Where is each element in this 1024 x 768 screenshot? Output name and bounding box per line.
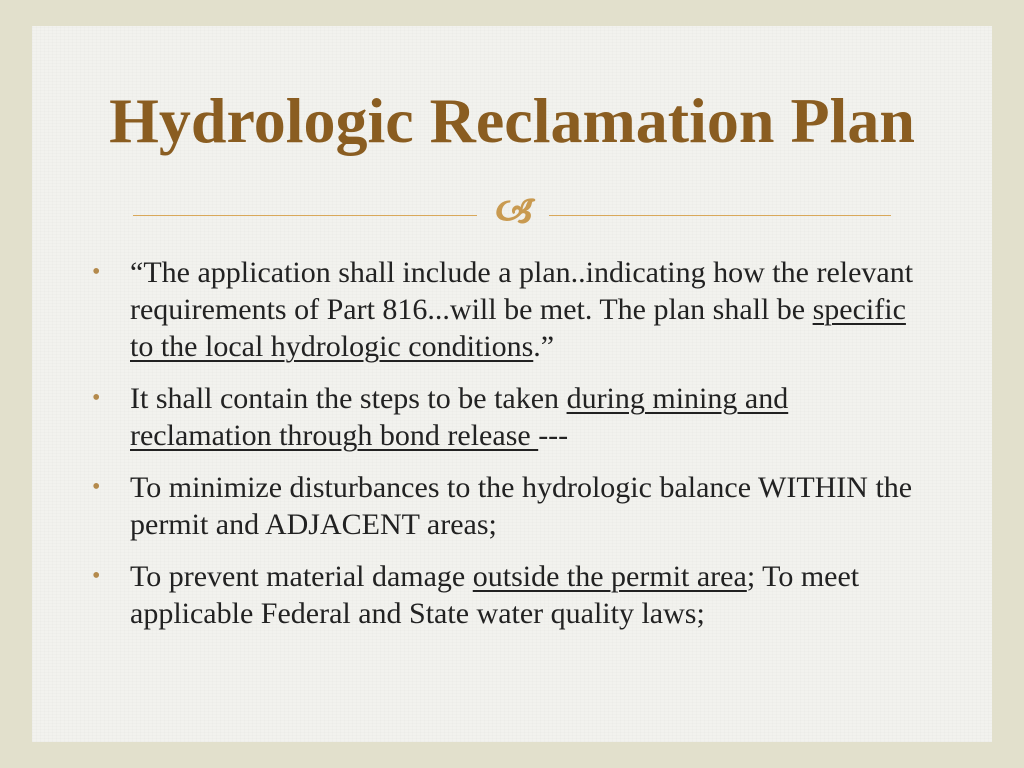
- bullet-dot-icon: •: [92, 385, 101, 411]
- bullet-dot-icon: •: [92, 563, 101, 589]
- bullet-text: ---: [538, 419, 569, 452]
- bullet-item: [92, 254, 922, 365]
- bullet-item: [92, 469, 922, 543]
- bullet-text: ; To meet applicable Federal and State water quality laws;: [130, 560, 860, 630]
- bullet-underlined-text: outside the permit area: [472, 560, 747, 593]
- bullet-text: “The application shall include a plan..indicating how the relevant requirements of Part 816...will be met. The plan shall be: [130, 256, 914, 326]
- slide-title: Hydrologic Reclamation Plan: [109, 84, 915, 156]
- bullet-underlined-text: specific to the local hydrologic conditions: [130, 293, 906, 363]
- bullet-dot-icon: •: [92, 259, 101, 285]
- bullet-text: .”: [533, 330, 555, 363]
- fleuron-ornament-icon: 🙢: [491, 188, 531, 235]
- bullet-text: To minimize disturbances to the hydrologic balance WITHIN the permit and ADJACENT areas;: [130, 471, 913, 541]
- bullet-dot-icon: •: [92, 474, 101, 500]
- bullet-list: [92, 254, 922, 647]
- bullet-text: It shall contain the steps to be taken: [130, 382, 567, 415]
- bullet-item: [92, 558, 922, 632]
- bullet-item: [92, 380, 922, 454]
- bullet-text: To prevent material damage: [130, 560, 473, 593]
- bullet-underlined-text: during mining and reclamation through bond release: [130, 382, 789, 452]
- divider-line-right: [549, 215, 891, 216]
- divider-line-left: [133, 215, 477, 216]
- title-divider: [133, 188, 891, 235]
